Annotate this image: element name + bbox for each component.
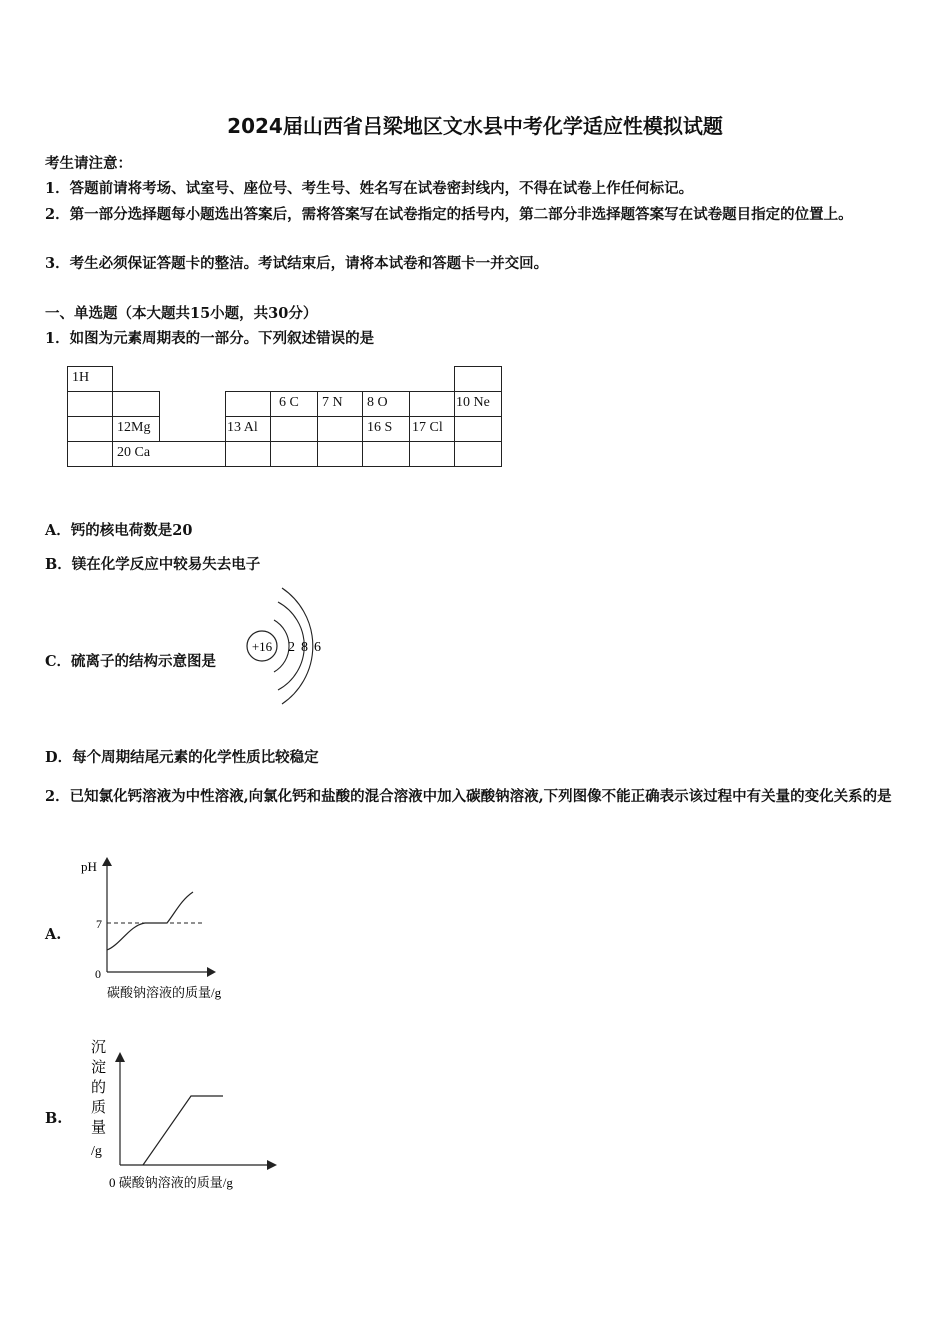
- sulfur-ion-diagram: [240, 580, 340, 710]
- graph-a-y-arrow: [102, 857, 112, 866]
- q1-stem: 1．如图为元素周期表的一部分。下列叙述错误的是: [45, 330, 375, 347]
- notice-item-1: 1．答题前请将考场、试室号、座位号、考生号、姓名写在试卷密封线内，不得在试卷上作任何标记。: [45, 180, 694, 197]
- periodic-table: [67, 366, 503, 468]
- cell-mg: 12Mg: [112, 416, 160, 442]
- cell-n: 7 N: [317, 391, 363, 417]
- graph-b-precipitate: [85, 1032, 295, 1197]
- cell-r3-1: [67, 416, 113, 442]
- graph-a-curve: [107, 892, 193, 950]
- graph-a-origin: 0: [95, 967, 101, 981]
- cell-al: 13 Al: [225, 416, 271, 442]
- q2-stem: 2．已知氯化钙溶液为中性溶液,向氯化钙和盐酸的混合溶液中加入碳酸钠溶液,下列图像不能正确表示该过程中有关量的变化关系的是: [45, 788, 892, 805]
- q1-option-a: A．钙的核电荷数是20: [45, 522, 193, 539]
- graph-b-ylabel-1: 沉: [91, 1040, 107, 1056]
- cell-o: 8 O: [362, 391, 410, 417]
- cell-r4-6: [362, 441, 410, 467]
- cell-r2-3: [225, 391, 271, 417]
- shell-arc-3: [282, 588, 313, 704]
- page-title: 2024届山西省吕梁地区文水县中考化学适应性模拟试题: [227, 114, 723, 138]
- nucleus-label: +16: [251, 639, 273, 654]
- cell-r4-8: [454, 441, 502, 467]
- cell-r2-8: [409, 391, 455, 417]
- section-heading: 一、单选题（本大题共15小题，共30分）: [45, 305, 318, 322]
- graph-b-y-arrow: [115, 1052, 125, 1062]
- graph-b-ylabel-5: 量: [91, 1120, 107, 1136]
- graph-a-ylabel: pH: [81, 859, 97, 874]
- graph-b-xlabel: 0 碳酸钠溶液的质量/g: [109, 1175, 233, 1190]
- cell-r3-4: [270, 416, 318, 442]
- cell-r3-5: [317, 416, 363, 442]
- cell-r2-2: [112, 391, 160, 417]
- cell-r4-1: [67, 441, 113, 467]
- q1-option-c: C．硫离子的结构示意图是: [45, 653, 217, 670]
- cell-r4-4: [270, 441, 318, 467]
- graph-b-ylabel-2: 淀: [91, 1060, 107, 1076]
- graph-b-ylabel-6: /g: [91, 1144, 102, 1159]
- cell-r4-7: [409, 441, 455, 467]
- cell-ca: 20 Ca: [112, 441, 226, 467]
- notice-item-3: 3．考生必须保证答题卡的整洁。考试结束后，请将本试卷和答题卡一并交回。: [45, 255, 549, 272]
- shell-arc-1: [274, 620, 289, 672]
- notice-heading: 考生请注意：: [45, 155, 132, 172]
- cell-ne: 10 Ne: [454, 391, 502, 417]
- graph-a-xlabel: 碳酸钠溶液的质量/g: [107, 985, 222, 1000]
- graph-a-x-arrow: [207, 967, 216, 977]
- cell-r4-5: [317, 441, 363, 467]
- graph-b-ylabel-4: 质: [91, 1100, 107, 1116]
- cell-c: 6 C: [270, 391, 318, 417]
- cell-r4-3: [225, 441, 271, 467]
- cell-he-empty: [454, 366, 502, 392]
- cell-r3-8: [454, 416, 502, 442]
- graph-b-x-arrow: [267, 1160, 277, 1170]
- q1-option-b: B．镁在化学反应中较易失去电子: [45, 556, 261, 573]
- q2-option-b-label: B.: [45, 1110, 63, 1127]
- cell-cl: 17 Cl: [409, 416, 455, 442]
- notice-item-2: 2．第一部分选择题每小题选出答案后，需将答案写在试卷指定的括号内，第二部分非选择题答案写在试卷题目指定的位置上。: [45, 206, 853, 223]
- shell-electrons-1: 2: [288, 640, 295, 655]
- graph-b-ylabel-3: 的: [91, 1080, 107, 1096]
- graph-a-ph: [75, 850, 275, 1005]
- shell-electrons-2: 8: [301, 640, 308, 655]
- graph-a-tick-7: 7: [96, 917, 102, 931]
- shell-electrons-3: 6: [314, 640, 321, 655]
- cell-s: 16 S: [362, 416, 410, 442]
- cell-r2-1: [67, 391, 113, 417]
- graph-b-line: [143, 1096, 223, 1165]
- q1-option-d: D．每个周期结尾元素的化学性质比较稳定: [45, 749, 319, 766]
- q2-option-a-label: A.: [45, 926, 62, 943]
- cell-h: 1H: [67, 366, 113, 392]
